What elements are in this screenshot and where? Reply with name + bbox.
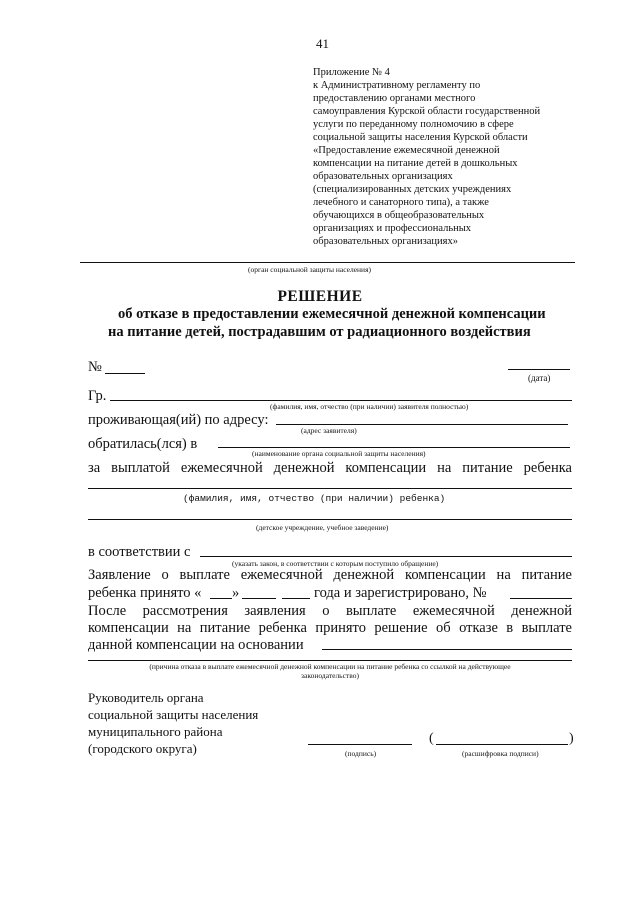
application-text-b: » — [232, 585, 240, 601]
day-field[interactable] — [210, 598, 232, 599]
appendix-line: «Предоставление ежемесячной денежной — [313, 145, 500, 156]
reason-caption-line: законодательство) — [301, 671, 359, 680]
appendix-line: организациях и профессиональных — [313, 223, 472, 234]
school-field[interactable] — [88, 519, 572, 520]
appendix-line: обучающихся в общеобразовательных — [313, 210, 485, 221]
appendix-line: социальной защиты населения Курской области — [313, 132, 528, 143]
signature-caption: (подпись) — [345, 749, 377, 758]
accordance-label: в соответствии с — [88, 544, 191, 560]
decode-caption: (расшифровка подписи) — [462, 749, 539, 758]
reason-caption — [88, 662, 572, 680]
signature-line: муниципального района — [88, 724, 223, 739]
decision-text: После рассмотрения заявления о выплате ежемесячной денежной — [88, 603, 572, 619]
appendix-line: (специализированных детских учреждениях — [313, 184, 512, 195]
signature-line: (городского округа) — [88, 741, 197, 756]
signature-block — [88, 689, 258, 757]
appendix-line: самоуправления Курской области государственной — [313, 106, 541, 117]
number-label: № — [88, 359, 102, 375]
citizen-caption: (фамилия, имя, отчество (при наличии) заявителя полностью) — [270, 402, 469, 411]
number-field[interactable] — [105, 373, 145, 374]
organ-caption: (орган социальной защиты населения) — [248, 265, 372, 274]
application-text-a: ребенка принято « — [88, 585, 202, 601]
appendix-line: образовательных организациях — [313, 171, 453, 182]
application-text-line2 — [88, 585, 201, 602]
decode-field[interactable] — [436, 744, 568, 745]
child-field[interactable] — [88, 488, 572, 489]
appendix-line: Приложение № 4 — [313, 67, 390, 78]
signature-line: Руководитель органа — [88, 690, 204, 705]
date-caption: (дата) — [528, 373, 551, 383]
applied-field[interactable] — [218, 447, 570, 448]
address-caption: (адрес заявителя) — [301, 426, 357, 435]
applied-caption: (наименование органа социальной защиты населения) — [252, 449, 426, 458]
reason-field[interactable] — [322, 649, 572, 650]
appendix-line: к Административному регламенту по — [313, 80, 481, 91]
accordance-caption: (указать закон, в соответствии с которым поступило обращение) — [232, 559, 439, 568]
applied-label: обратилась(лся) в — [88, 436, 198, 452]
for-payment-text: за выплатой ежемесячной денежной компенсации на питание ребенка — [88, 460, 572, 476]
school-caption: (детское учреждение, учебное заведение) — [256, 523, 389, 532]
decode-close-paren: ) — [569, 731, 574, 746]
citizen-label: Гр. — [88, 388, 107, 404]
decode-open-paren: ( — [429, 731, 434, 746]
address-label: проживающая(ий) по адресу: — [88, 412, 269, 428]
decision-text: компенсации на питание ребенка принято решение об отказе в выплате — [88, 620, 572, 636]
month-field[interactable] — [242, 598, 276, 599]
child-caption: (фамилия, имя, отчество (при наличии) ребенка) — [183, 493, 446, 504]
appendix-line: компенсации на питание детей в дошкольных — [313, 158, 518, 169]
reason-caption-line: (причина отказа в выплате ежемесячной денежной компенсации на питание ребенка со ссылкой на действующее — [149, 662, 511, 671]
citizen-field[interactable] — [110, 400, 572, 401]
address-field[interactable] — [276, 424, 568, 425]
signature-field[interactable] — [308, 744, 412, 745]
appendix-line: услуги по переданному полномочию в сфере — [313, 119, 514, 130]
organ-line[interactable] — [80, 262, 575, 263]
appendix-line: образовательных организациях» — [313, 236, 458, 247]
document-subtitle: на питание детей, пострадавшим от радиационного воздействия — [108, 324, 531, 340]
appendix-line: предоставлению органами местного — [313, 93, 476, 104]
year-field[interactable] — [282, 598, 310, 599]
appendix-block — [313, 66, 540, 248]
registration-number-field[interactable] — [510, 598, 572, 599]
accordance-field[interactable] — [200, 556, 572, 557]
reason-field-2[interactable] — [88, 660, 572, 661]
application-text-c: года и зарегистрировано, № — [314, 585, 487, 601]
appendix-line: лечебного и санаторного типа), а также — [313, 197, 489, 208]
decision-text: данной компенсации на основании — [88, 637, 304, 653]
signature-line: социальной защиты населения — [88, 707, 259, 722]
document-title: РЕШЕНИЕ — [277, 288, 363, 305]
date-field[interactable] — [508, 369, 570, 370]
document-subtitle: об отказе в предоставлении ежемесячной денежной компенсации — [118, 306, 546, 322]
application-text: Заявление о выплате ежемесячной денежной компенсации на питание — [88, 567, 572, 583]
page-number: 41 — [316, 36, 329, 51]
